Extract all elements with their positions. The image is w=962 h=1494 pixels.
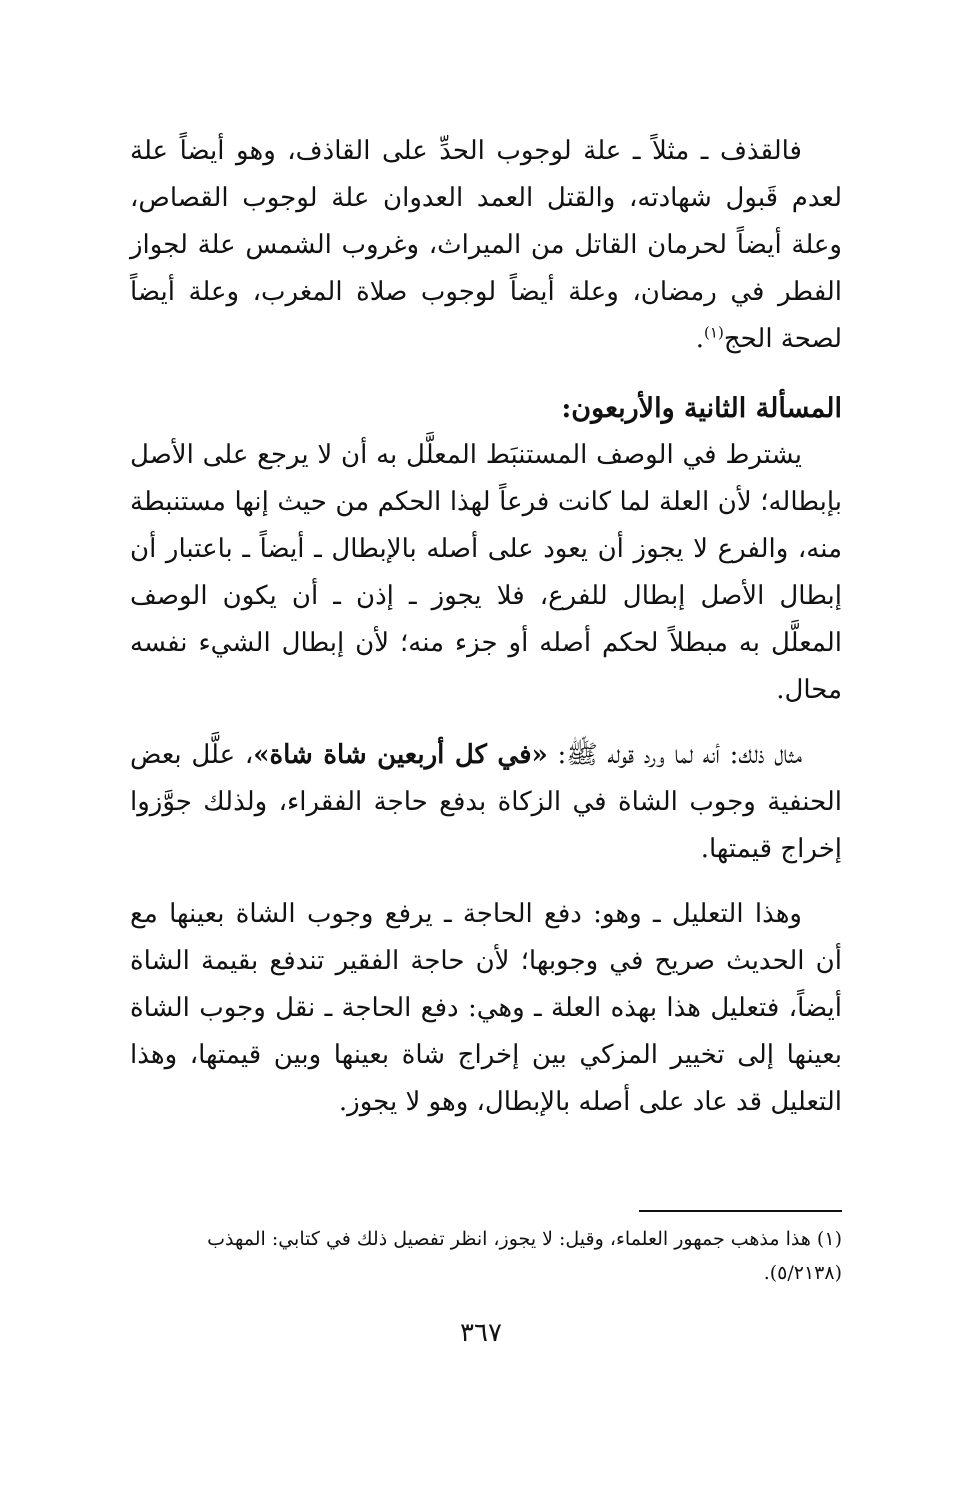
page-number: ٣٦٧ [460, 1318, 502, 1348]
paragraph-2: يشترط في الوصف المستنبَط المعلَّل به أن لا يرجع على الأصل بإبطاله؛ لأن العلة لما كانت فرعاً لهذا الحكم من حيث إنها مستنبطة منه، والفرع لا يجوز أن يعود على أصله بالإبطال ـ أيضاً ـ باعتبار أن إبطال الأصل إبطال للفرع، فلا يجوز ـ إذن ـ أن يكون الوصف المعلَّل به مبطلاً لحكم أصله أو جزء منه؛ لأن إبطال الشيء نفسه محال. [130, 440, 842, 705]
paragraph-3-rest: ، علَّل بعض الحنفية وجوب الشاة في الزكاة بدفع حاجة الفقراء، ولذلك جوَّزوا إخراج قيمتها. [130, 740, 842, 864]
paragraph-3-intro: مثال ذلك: أنه لما ورد قوله ﷺ: [547, 740, 803, 770]
paragraph-3 [130, 732, 842, 873]
paragraph-1-end: . [695, 324, 705, 354]
hadith-quote: «في كل أربعين شاة شاة» [253, 740, 548, 770]
section-heading: المسألة الثانية والأربعون: [561, 393, 842, 424]
footnote-reference[interactable]: (١) [704, 323, 724, 342]
footnote: (١) هذا مذهب جمهور العلماء، وقيل: لا يجوز، انظر تفصيل ذلك في كتابي: المهذب (٥/٢١٣٨). [207, 1228, 842, 1284]
footnote-divider [639, 1210, 842, 1212]
paragraph-1-text: فالقذف ـ مثلاً ـ علة لوجوب الحدِّ على القاذف، وهو أيضاً علة لعدم قَبول شهادته، والقتل العمد العدوان علة لوجوب القصاص، وعلة أيضاً لحرمان القاتل من الميراث، وغروب الشمس علة لجواز الفطر في رمضان، وعلة أيضاً لوجوب صلاة المغرب، وعلة أيضاً لصحة الحج [130, 136, 842, 354]
paragraph-1 [130, 128, 842, 363]
paragraph-4: وهذا التعليل ـ وهو: دفع الحاجة ـ يرفع وجوب الشاة بعينها مع أن الحديث صريح في وجوبها؛ لأن حاجة الفقير تندفع بقيمة الشاة أيضاً، فتعليل هذا بهذه العلة ـ وهي: دفع الحاجة ـ نقل وجوب الشاة بعينها إلى تخيير المزكي بين إخراج شاة بعينها وبين قيمتها، وهذا التعليل قد عاد على أصله بالإبطال، وهو لا يجوز. [130, 899, 842, 1117]
page-body [130, 128, 842, 1126]
